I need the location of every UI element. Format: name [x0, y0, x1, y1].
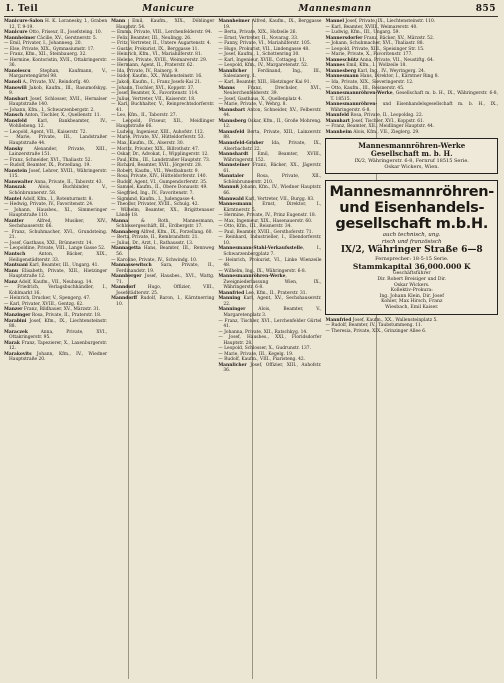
- directory-entry: Mannesmannröhren- und Eisenhandelsgesellschaft m. b. H., IX., Währingerstr. 6-8.: [325, 102, 498, 113]
- ad-headline-2: und Eisenhandels-: [339, 200, 485, 217]
- directory-entry: Manzinger Rosa, Private, II., Praterstr. 18.: [4, 312, 102, 318]
- header-running-title: Manicure: [142, 4, 195, 14]
- directory-entry: Mannesmann-Stahl-Verkaufsstelle, I., Schwarzenbergplatz 7.: [218, 246, 322, 257]
- directory-entry: — Richard, Beamter, XVII., Jörgerstr. 28.: [111, 163, 203, 169]
- directory-entry: — Max, Kaufm., IX., Alserstr. 30.: [111, 141, 185, 147]
- directory-entry: Marabini Josef, Kfm., IX., Liechtensteinstr. 88.: [4, 318, 108, 330]
- directory-entry: Mansbart Josef, Schlosser, XVII., Hernalser Hauptstraße 140.: [4, 96, 108, 108]
- directory-entry: Manna & Roth, Mannesmann, Schlossergeschäft, III., Erdbergstr. 17.: [111, 218, 215, 230]
- directory-entry: Mannassewitsch Sara, Private, II., Ferdinandstr. 19.: [111, 263, 215, 274]
- ad-capital: Stammkapital 36,000.000 K: [352, 262, 471, 272]
- directory-entry: — Friedrich, Verlagsbuchhändler, I., Kohlmarkt 16.: [4, 285, 108, 296]
- directory-entry: — Else, Private, XIX., Gymnasiumstr. 17.: [4, 46, 95, 52]
- directory-entry: Marakovits Johann, Kfm., IV., Wiedner Hauptstraße 20.: [4, 351, 108, 363]
- directory-entry: — Franz, Schneider, XVI., Thaliastr. 52.: [4, 157, 92, 163]
- ad-line: Kohler, Max Hirsch, Franz: [381, 299, 443, 305]
- directory-entry: Mannaberg Alfred, Kfm., IX., Porzellang. 60.: [111, 229, 213, 235]
- directory-entry: Manolescu Stephan, Kaufmann, V., Margaretengürtel 98.: [4, 68, 108, 80]
- directory-column-2: [111, 19, 214, 681]
- directory-entry: — Heinrich, Prokurist, VI., Linke Wienzeile 48.: [218, 257, 322, 269]
- directory-entry: — Karl, Privater, XVIII., Gentzg. 62.: [4, 301, 84, 307]
- directory-entry: Mannersdorfer Franz, Bäcker, XV., Märzstr. 52.: [325, 35, 435, 41]
- directory-entry: — Josef, Kaufm., I., Schottenring 30.: [218, 52, 300, 58]
- directory-entry: Mannel Josef, Private, IX., Liechtensteinstr. 110.: [325, 19, 436, 24]
- directory-entry: — Hermine, Private, IV., Prinz Eugenstr. 18.: [218, 213, 317, 219]
- directory-entry: — Julius, Vertreter, VII., Kaiserstr. 18.: [111, 96, 196, 102]
- directory-entry: — Rudolf, Kaufm., VIII., Piaristeng. 42.: [218, 357, 306, 363]
- directory-entry: — Ludwig, Kfm., III., Ungarg. 59.: [325, 30, 400, 36]
- directory-column-3: [218, 19, 321, 681]
- directory-entry: — Rudolf, Beamter, IV., Taubstummeng. 11.: [325, 323, 423, 329]
- header-rule: [4, 16, 498, 17]
- directory-column-1: [4, 19, 107, 681]
- page-header: [6, 3, 496, 15]
- directory-entry: Mannshardt Emil, Beamter, XVIII., Währingerstr. 152.: [218, 152, 322, 163]
- directory-entry: — Wilhelm, Ing., IX., Währingerstr. 6-8.: [218, 268, 307, 274]
- directory-entry: — Gustav, Prokurist, IX., Berggasse 11.: [111, 46, 199, 52]
- directory-columns: [4, 19, 498, 681]
- directory-entry: Manstein Josef, Lehrer, XVIII., Währingerstr. 115.: [4, 168, 108, 180]
- directory-entry: — Rosa, Private, XIV., Hütteldorferstr. 140.: [111, 174, 207, 180]
- ad-headline-3: gesellschaft m.b.H.: [335, 216, 489, 233]
- ad-line: Oskar Wickers.: [393, 282, 430, 288]
- directory-entry: Manndorf Hugo, Offizier, VIII., Josefstädterstr. 25.: [111, 285, 215, 296]
- directory-entry: — Otto, Kaufm., III., Reisnerstr. 45.: [325, 85, 405, 91]
- directory-entry: — Karoline, Private, IV., Schwindg. 10.: [111, 257, 198, 263]
- directory-entry: — Franz, Beamter, XII., Meidlinger Hauptstr. 44.: [325, 124, 435, 130]
- header-running-title-right: Mannesmann: [298, 4, 372, 14]
- directory-entry: — Rudolf, Agent, VI., Gumpendorferstr. 35.: [111, 179, 208, 185]
- column-4-tail-entries: [325, 318, 498, 335]
- directory-entry: Manning Karl, Agent, XV., Sechshauserstr. 22.: [218, 296, 322, 307]
- directory-entry: Mannuß Johann, Kfm., IV., Wiedner Hauptstr. 66.: [218, 185, 322, 196]
- directory-entry: — Samuel, Kaufm., II., Obere Donaustr. 49.: [111, 185, 208, 191]
- directory-entry: — Isidor, Kaufm., XX., Wallensteinstr. 16.: [111, 74, 203, 80]
- directory-entry: — Reinhard, Industrieller, I., Ebendorferstr. 10.: [218, 235, 322, 246]
- directory-entry: Mannwald Karl, Vertreter, VII., Burgg. 83.: [218, 196, 315, 202]
- directory-entry: — Ida, Private, XIX., Sieveringerstr. 12.: [325, 80, 414, 86]
- directory-entry: Mannsbart Anton, Schneider, XV., Felberstr. 44.: [218, 107, 322, 119]
- ad-title: Mannesmannröhren-Werke: [358, 141, 466, 151]
- directory-entry: — Marie, Private, III., Landstraßer Hauptstraße 44.: [4, 135, 108, 147]
- directory-entry: Mannsberg Oskar, Kfm., II., Große Mohreng. 12.: [218, 118, 322, 130]
- directory-entry: — Jakob, Kaufm., I., Franz Josefs-Kai 21.: [111, 80, 202, 86]
- directory-entry: — Moritz, Privater, XIX., Billrothstr. 47.: [111, 146, 200, 152]
- directory-entry: — Heinrich, Kfm., VI., Mariahilferstr. 81.: [111, 52, 203, 58]
- directory-entry: Mannesmann Ernst, Direktor, I., Kärntnerstr. 5.: [218, 202, 322, 213]
- ad-note-1: auch technisch, ung.: [382, 232, 441, 239]
- directory-entry: — Karl, Beamter, XIII., Hietzinger Kai 91.: [218, 80, 311, 86]
- page-number: 855: [475, 4, 496, 14]
- directory-entry: — Leopold, Friseur, XII., Meidlinger Hauptstraße 66.: [111, 118, 215, 130]
- directory-entry: Mannfried Josef, Kaufm., XX., Wallensteinplatz 5.: [325, 317, 438, 323]
- directory-entry: — Otto, Kfm., III., Reisnerstr. 34.: [218, 224, 292, 230]
- directory-entry: — Berta, Private, II., Rembrandtstr. 21.: [111, 235, 199, 241]
- directory-entry: — Josef, Gasthaus, XXI., Brünnerstr. 14.: [4, 240, 93, 246]
- directory-entry: Mantsch Anton, Bäcker, XIX., Heiligenstädterstr. 33.: [4, 251, 108, 263]
- ad-line: Wiesbach, Emil Kaiser.: [385, 305, 439, 311]
- directory-entry: Manswalter Anna, Private, II., Taborstr. 43.: [4, 179, 103, 185]
- directory-entry: Mannfeld Rosa, Private, II., Leopoldsg. 22.: [325, 113, 424, 119]
- directory-entry: — Hermine, Kontoristin, XVII., Ottakringerstr. 36.: [4, 57, 108, 69]
- directory-entry: — Emma, Private, VIII., Lerchenfelderstr. 94.: [111, 30, 213, 36]
- directory-entry: Mannheimer Alfred, Kaufm., IX., Berggasse 19.: [218, 19, 322, 30]
- directory-column-4: [325, 19, 498, 681]
- directory-entry: Manntaler Rosa, Private, XII., Schönbrunnerstr. 210.: [218, 174, 322, 185]
- directory-entry: — Josef, Gasthaus, X., Quellenplatz 4.: [218, 96, 303, 102]
- directory-entry: Mannsfeld Berta, Private, XIII., Lainzerstr. 88.: [218, 129, 322, 141]
- directory-entry: Manninger Alois, Beamter, V., Margaretenplatz 3.: [218, 307, 322, 318]
- directory-entry: Mannheim Alois, Kfm., VII., Zieglerg. 29.: [325, 129, 420, 135]
- directory-entry: — Emil, Privater, I., Johannesg. 20.: [4, 41, 82, 47]
- directory-entry: — Rudolf, Beamter, IX., Porzellang. 19.: [4, 163, 91, 169]
- directory-entry: Mannsteiner Franz, Bäcker, XX., Jägerstr. 61.: [218, 163, 322, 174]
- directory-entry: — Hugo, Prokurist, VII., Lindengasse 48.: [218, 46, 310, 52]
- directory-entry: — Fritz, Vertreter, II., Untere Augartenstr. 4.: [111, 41, 212, 47]
- directory-entry: Mannhart Josef, Tischler, XVI., Koppstr. 61.: [325, 118, 425, 124]
- directory-entry: — Felix, Beamter, III., Neulingg. 26.: [111, 35, 192, 41]
- ad-line: Geschäftsführer: [392, 271, 431, 277]
- directory-entry: — Marie, Private, X., Favoritenstr. 177.: [325, 52, 413, 58]
- directory-entry: — Marie, Private, V., Wehrg. 8.: [218, 102, 287, 108]
- directory-entry: Manns Franz, Drechsler, XVI., Neulerchenfelderstr. 39.: [218, 85, 322, 97]
- directory-entry: Manszak Alois, Buchbinder, V., Schönbrunnerstr. 58.: [4, 185, 108, 196]
- ad-note-2: risch und französisch: [381, 238, 442, 245]
- directory-entry: — Sigmund, Kaufm., I., Judengasse 4.: [111, 196, 196, 202]
- directory-entry: — Johanna, Private, XII., Ratschkyg. 14.: [218, 329, 308, 335]
- directory-entry: Mansfeld Karl, Bankbeamter, IV., Wohllebeng. 12.: [4, 118, 108, 130]
- directory-entry: — Leopold, Agent, VII., Kaiserstr. 72.: [4, 129, 87, 135]
- ad-subtitle: Gesellschaft m. b. H.: [370, 149, 453, 159]
- ad-address: IX/2, Währinger Straße 6—8: [340, 245, 483, 256]
- directory-entry: — Berta, Private, XIX., Hofzeile 26.: [218, 30, 297, 36]
- directory-entry: — Ernst, Vertreter, II., Novarag. 33.: [218, 35, 299, 41]
- directory-entry: — Helene, Private, XVIII., Weimarerstr. 29.: [111, 57, 208, 63]
- directory-entry: Mansch Anton, Tischler, X., Quellenstr. 11.: [4, 113, 101, 119]
- directory-entry: — Siegfried, Ing., IV., Favoritenstr. 7.: [111, 190, 194, 196]
- directory-entry: Mann Emil, Kaufm., XIX., Döblinger Hauptstr. 54.: [111, 19, 215, 30]
- ad-phone: Fernsprecher: 18-5-15 Serie.: [375, 256, 449, 263]
- directory-entry: Mantuani Karl, Beamter, III., Ungarg. 41.: [4, 263, 99, 269]
- directory-entry: — Johann, Hausbes., XI., Simmeringer Hauptstraße 110.: [4, 207, 108, 219]
- ad-headline-1: Mannesmannröhren-: [329, 184, 494, 201]
- directory-entry: Mannesberg Karl, Ing., IV., Weyringerg. 24.: [325, 68, 426, 74]
- ad-address: IX/2, Währingerstr. 6-8, Fernruf 18515 Serie.: [354, 158, 469, 165]
- directory-entry: — Julius, Dr., Arzt, I., Rathausstr. 13.: [111, 240, 194, 246]
- directory-entry: — Theodor, Privater, XVIII., Schulg. 42.: [111, 202, 199, 208]
- directory-entry: Mannsfeld-Gruber Ida, Private, IX., Alserbachstr. 22.: [218, 141, 322, 152]
- directory-entry: — Leo, Kfm., II., Taborstr. 27.: [111, 113, 177, 119]
- directory-entry: — Marie, Private, XV., Hütteldorferstr. 53.: [111, 135, 205, 141]
- directory-entry: Mannfried Leo, Kfm., II., Praterstr. 31.: [218, 290, 307, 296]
- directory-entry: Mannesmannröhren-Werke, Gesellschaft m. b. H., IX., Währingerstr. 6-8, T. 18515.: [325, 91, 498, 102]
- directory-entry: — Karl, Ingenieur, XVIII., Cottageg. 11.: [218, 57, 307, 63]
- directory-entry: Manicure Otto, Friseur, II., Josefsteing. 10.: [4, 30, 103, 36]
- directory-entry: — Paul, Beamter, XVIII., Gersthoferstr. 71.: [218, 229, 313, 235]
- directory-entry: — Oskar, Dr., Advokat, I., Wipplingerstr. 12.: [111, 152, 209, 158]
- directory-entry: — Franz, Schuhmacher, XVI., Grundsteing. 21.: [4, 229, 108, 241]
- directory-entry: — Ludwig, Ingenieur, XIII., Auhofstr. 112.: [111, 129, 205, 135]
- directory-entry: Manicure-Salon H. K. Loranesky, I., Graben 12, T. 9-19.: [4, 19, 108, 30]
- directory-entry: Mantler Alfred, Musiker, XIV., Sechshauserstr. 66.: [4, 218, 108, 230]
- column-4-entries: [325, 19, 498, 135]
- directory-entry: — Josef, Hausbes., XXI., Floridsdorfer Hauptstr. 28.: [218, 335, 322, 346]
- directory-entry: — Leopold, Schlosser, X., Gudrunstr. 137.: [218, 346, 311, 352]
- directory-entry: Mannheimer Cäcilie, XV., Gerstnerstr. 5.: [4, 35, 98, 41]
- directory-entry: — Max, Ingenieur, XIX., Hasenauerstr. 60.: [218, 218, 313, 224]
- directory-entry: — Robert, Kaufm., VII., Westbahnstr. 9.: [111, 168, 199, 174]
- directory-entry: Manneschütz Anna, Private, VII., Neustiftg. 64.: [325, 57, 435, 63]
- directory-entry: — Leopold, Private, XIII., Speisinger Str. 15.: [325, 46, 425, 52]
- directory-entry: Maraczek Anna, Private, XVI., Ottakringerstr. 95.: [4, 329, 108, 341]
- directory-entry: Mannlicher Josef, Offizier, XIII., Auhofstr. 36.: [218, 362, 322, 374]
- directory-entry: Mannesmann Hans, Direktor, I., Kärntner Ring 8.: [325, 74, 439, 80]
- directory-entry: Manoli A., Private, XV., Reindorfg. 40.: [4, 80, 91, 86]
- directory-entry: — Franz, Kfm., XII., Steinbauerg. 32.: [4, 52, 87, 58]
- directory-entry: — Johann, Schuhmacher, XVI., Thaliastr. 88.: [325, 41, 424, 47]
- directory-entry: — Leopold, Kfm., IV., Margaretenstr. 52.: [218, 63, 309, 69]
- ad-line: Dir. Robert Breisiger und Dir.: [377, 277, 447, 283]
- directory-entry: Mannes Emil, Kfm., I., Wollzeile 18.: [325, 63, 407, 69]
- ad-contact: Oskar Wickers, Wien.: [384, 164, 440, 171]
- directory-entry: — Hedwig, Private, IV., Favoritenstr. 24.: [4, 202, 94, 208]
- directory-entry: — Theresia, Private, XIX., Grinzinger Allee 6.: [325, 328, 427, 334]
- directory-entry: — Fanny, Private, VI., Mariahilferstr. 105.: [218, 41, 312, 47]
- directory-entry: Manndorff Rudolf, Baron, I., Kärntnerring 10.: [111, 296, 215, 307]
- advertisement-mannesmann-werke: [325, 138, 498, 174]
- advertisement-eisenhandelsgesellschaft: [325, 180, 498, 314]
- directory-entry: — Paul, Kfm., III., Landstraßer Hauptstr. 73.: [111, 157, 211, 163]
- directory-entry: — Franz, Tischler, XVI., Lerchenfelder Gürtel 41.: [218, 318, 322, 330]
- directory-entry: Mannesmannröhren-Werke, Zweigniederlassung Wien, IX., Währingerstr. 6-8.: [218, 274, 322, 291]
- directory-entry: — Hermann, Agent, II., Praterstr. 62.: [111, 63, 194, 69]
- directory-entry: Manowill Jakob, Kaufm., III., Rasumofskyg. 9.: [4, 85, 108, 97]
- directory-entry: — Josef, Beamter, X., Favoritenstr. 114.: [111, 91, 199, 97]
- directory-entry: — Karl, Buchhalter, V., Reinprechtsdorferstr. 41.: [111, 102, 215, 113]
- directory-entry: — Johann, Tischler, XVI., Koppstr. 37.: [111, 85, 195, 91]
- directory-entry: — Marie, Private, III., Kegelg. 19.: [218, 351, 294, 357]
- directory-entry: Mannlicher Ferdinand, Ing., III., Salesianerg. 1.: [218, 68, 322, 80]
- directory-entry: Mansky Alexander, Private, XIII., Lainzerstraße 151.: [4, 146, 108, 158]
- directory-entry: — Heinrich, Drucker, V., Spengerg. 47.: [4, 296, 91, 302]
- directory-entry: — Leopoldine, Private, VIII., Lange Gasse 52.: [4, 246, 106, 252]
- ad-line: Kollektiv-Prokura:: [390, 288, 433, 294]
- directory-entry: Manz Adolf, Kaufm., VII., Neubaug. 14.: [4, 279, 93, 285]
- directory-entry: Marak Franz, Tapezierer, X., Laxenburgerstr. 12.: [4, 340, 108, 352]
- directory-entry: Manzer Franz, Bildhauer, XV., Märzstr. 31.: [4, 307, 101, 313]
- ad-line: Ing. Johann Klein, Dir. Josef: [379, 293, 444, 299]
- directory-entry: — Ida, Private, IV., Rainerg. 9.: [111, 68, 179, 74]
- directory-entry: Mannberger Josef, Hausbes., XVI., Wattg. 71.: [111, 274, 215, 285]
- directory-entry: — Johann, Kfm., I., Schwarzenbergstr. 2.: [4, 107, 95, 113]
- directory-entry: — Karl, Beamter, XVIII., Weimarerstr. 40.: [325, 24, 418, 30]
- directory-entry: Mannagetta Hans, Beamter, III., Rennweg 56.: [111, 246, 215, 257]
- directory-entry: — Wilhelm, Beamter, XX., Brigittenauer Lände 18.: [111, 207, 215, 219]
- directory-entry: Manu Elisabeth, Private, XIII., Hietzinger Hauptstraße 12.: [4, 268, 108, 280]
- directory-entry: Mantel Adolf, Kfm., I., Rotenturmstr. 8.: [4, 196, 93, 202]
- header-part: I. Teil: [6, 4, 39, 14]
